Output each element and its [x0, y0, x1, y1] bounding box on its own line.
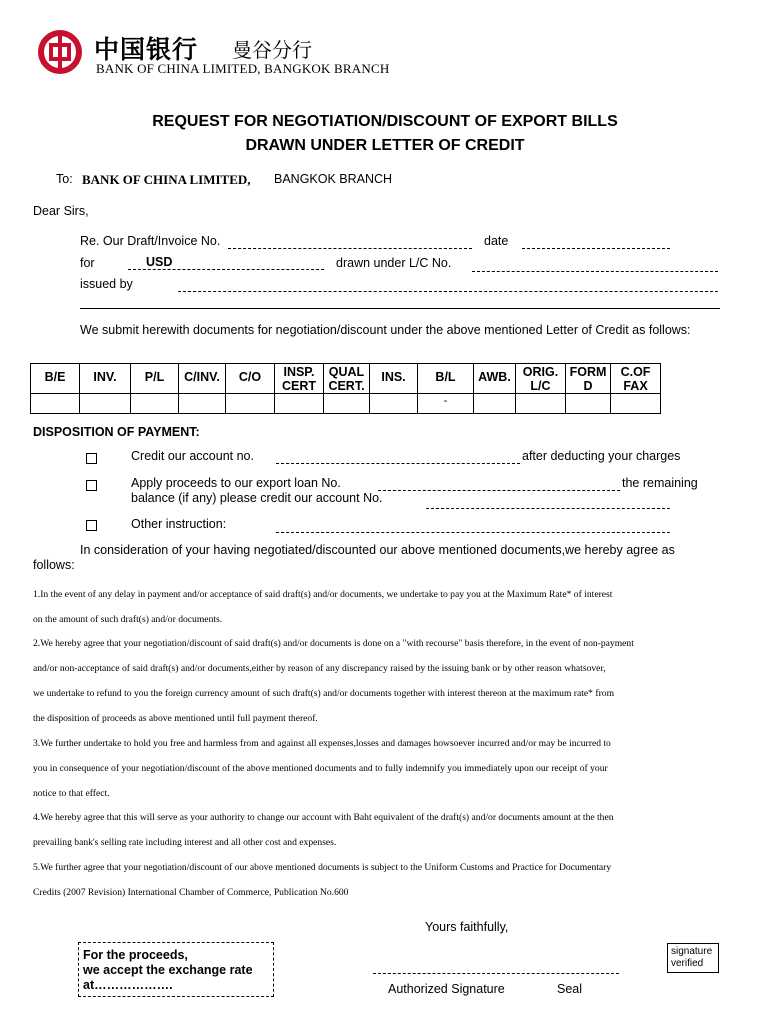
- term-3c: notice to that effect.: [33, 788, 110, 799]
- signature-verified-line2: verified: [671, 958, 704, 969]
- table-row: [31, 394, 661, 414]
- term-3a: 3.We further undertake to hold you free and harmless from and against all expenses,losses and damages howsoever incurred and/or may be incurred to: [33, 738, 611, 749]
- bank-name-chinese: 中国银行: [94, 35, 199, 64]
- bank-of-china-logo-icon: [38, 30, 86, 74]
- table-header-cell: QUAL CERT.: [324, 364, 370, 394]
- date-label: date: [484, 234, 509, 248]
- term-2c: we undertake to refund to you the foreign currency amount of such draft(s) and/or documents together with interest thereon at the maximum rate* from: [33, 688, 615, 699]
- disposition-heading: DISPOSITION OF PAYMENT:: [33, 425, 200, 439]
- consideration-line1: In consideration of your having negotiated/discounted our above mentioned documents,we hereby agree as: [80, 543, 675, 557]
- export-loan-suffix: the remaining: [622, 476, 698, 490]
- table-cell-ins[interactable]: [370, 394, 418, 414]
- table-cell-inv[interactable]: [80, 394, 131, 414]
- table-header-cell: B/E: [31, 364, 80, 394]
- to-label: To:: [56, 172, 73, 186]
- export-loan-checkbox[interactable]: [86, 480, 97, 491]
- signature-verified-box: [667, 943, 719, 973]
- addressee-branch: BANGKOK BRANCH: [274, 172, 393, 186]
- table-header-cell: AWB.: [474, 364, 516, 394]
- yours-faithfully: Yours faithfully,: [425, 920, 509, 934]
- term-5b: Credits (2007 Revision) International Chamber of Commerce, Publication No.600: [33, 887, 349, 898]
- table-header-cell: B/L: [418, 364, 474, 394]
- bank-logo: [38, 30, 86, 74]
- proceeds-line1: For the proceeds,: [83, 948, 188, 962]
- table-header-cell: INSP. CERT: [275, 364, 324, 394]
- amount-field[interactable]: [128, 269, 324, 270]
- table-cell-pl[interactable]: [131, 394, 179, 414]
- term-2d: the disposition of proceeds as above mentioned until full payment thereof.: [33, 713, 318, 724]
- table-cell-be[interactable]: [31, 394, 80, 414]
- credit-account-field[interactable]: [276, 463, 520, 464]
- table-cell-cinv[interactable]: [179, 394, 226, 414]
- lc-number-field[interactable]: [472, 271, 718, 272]
- proceeds-line2: we accept the exchange rate: [83, 963, 253, 977]
- issued-by-field[interactable]: [178, 291, 718, 292]
- for-label: for: [80, 256, 95, 270]
- authorized-signature-label: Authorized Signature: [388, 982, 505, 996]
- credit-account-checkbox[interactable]: [86, 453, 97, 464]
- term-4b: prevailing bank's selling rate including interest and all other cost and expenses.: [33, 837, 337, 848]
- issued-by-label: issued by: [80, 277, 133, 291]
- date-field[interactable]: [522, 248, 670, 249]
- term-5a: 5.We further agree that your negotiation/discount of our above mentioned documents is subject to the Uniform Customs and Practice for Documentary: [33, 862, 612, 873]
- lc-number-label: drawn under L/C No.: [336, 256, 452, 270]
- currency-value: USD: [146, 255, 173, 269]
- term-1b: on the amount of such draft(s) and/or documents.: [33, 614, 223, 625]
- table-cell-co[interactable]: [226, 394, 275, 414]
- table-header-cell: C/O: [226, 364, 275, 394]
- other-instruction-label: Other instruction:: [131, 517, 227, 531]
- consideration-line2: follows:: [33, 558, 75, 572]
- draft-invoice-label: Re. Our Draft/Invoice No.: [80, 234, 221, 248]
- exchange-rate-box: [78, 942, 274, 997]
- term-2a: 2.We hereby agree that your negotiation/discount of said draft(s) and/or documents is done on a "with recourse" basis therefore, in the event of non-payment: [33, 638, 634, 649]
- submit-text: We submit herewith documents for negotiation/discount under the above mentioned Letter of Credit as follows:: [80, 323, 691, 337]
- credit-account-label: Credit our account no.: [131, 449, 254, 463]
- term-1a: 1.In the event of any delay in payment and/or acceptance of said draft(s) and/or documents, we undertake to pay you at the Maximum Rate* of interest: [33, 589, 613, 600]
- export-loan-label: Apply proceeds to our export loan No.: [131, 476, 341, 490]
- salutation: Dear Sirs,: [33, 204, 89, 218]
- credit-account-suffix: after deducting your charges: [522, 449, 681, 463]
- draft-invoice-field[interactable]: [228, 248, 472, 249]
- bank-name-english: BANK OF CHINA LIMITED, BANGKOK BRANCH: [96, 61, 390, 76]
- table-header-cell: C/INV.: [179, 364, 226, 394]
- table-header-cell: P/L: [131, 364, 179, 394]
- other-instruction-field[interactable]: [276, 532, 670, 533]
- table-header-cell: C.OF FAX: [611, 364, 661, 394]
- table-cell-cof-fax[interactable]: [611, 394, 661, 414]
- table-header-row: [31, 364, 661, 394]
- form-title-line1: REQUEST FOR NEGOTIATION/DISCOUNT OF EXPORT BILLS: [152, 113, 618, 130]
- balance-account-field[interactable]: [426, 508, 670, 509]
- documents-table: [30, 363, 661, 414]
- table-cell-bl[interactable]: -: [418, 394, 474, 414]
- addressee-bank: BANK OF CHINA LIMITED,: [82, 172, 251, 187]
- table-cell-orig-lc[interactable]: [516, 394, 566, 414]
- signature-verified-line1: signature: [671, 946, 713, 957]
- table-cell-qual-cert[interactable]: [324, 394, 370, 414]
- export-loan-field[interactable]: [378, 490, 620, 491]
- signature-line[interactable]: [373, 973, 619, 974]
- table-header-cell: FORM D: [566, 364, 611, 394]
- other-instruction-checkbox[interactable]: [86, 520, 97, 531]
- term-3b: you in consequence of your negotiation/discount of the above mentioned documents and to fully indemnify you immediately upon our receipt of your: [33, 763, 608, 774]
- branch-name-chinese: 曼谷分行: [232, 38, 312, 62]
- table-cell-insp-cert[interactable]: [275, 394, 324, 414]
- form-title-line2: DRAWN UNDER LETTER OF CREDIT: [245, 137, 525, 154]
- term-2b: and/or non-acceptance of said draft(s) and/or documents,either by reason of any discrepancy raised by the issuing bank or by other reason whatsover,: [33, 663, 606, 674]
- proceeds-line3: at……………….: [83, 978, 173, 992]
- term-4a: 4.We hereby agree that this will serve as your authority to change our account with Baht equivalent of the draft(s) and/or documents amount at the then: [33, 812, 614, 823]
- table-cell-form-d[interactable]: [566, 394, 611, 414]
- table-header-cell: INV.: [80, 364, 131, 394]
- table-header-cell: ORIG. L/C: [516, 364, 566, 394]
- table-header-cell: INS.: [370, 364, 418, 394]
- seal-label: Seal: [557, 982, 583, 996]
- table-cell-awb[interactable]: [474, 394, 516, 414]
- balance-account-label: balance (if any) please credit our account No.: [131, 491, 383, 505]
- section-divider: [80, 308, 720, 309]
